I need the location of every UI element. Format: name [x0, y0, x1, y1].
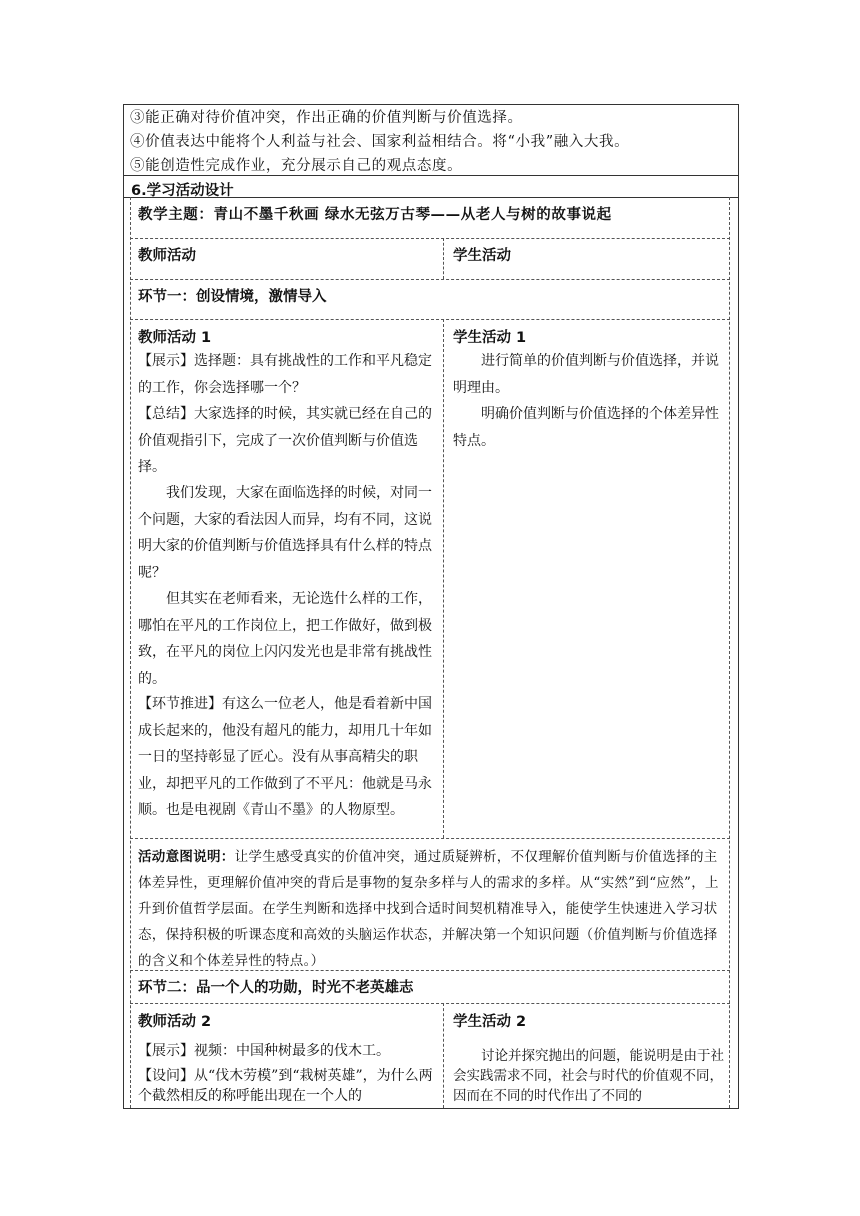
goal-item: ⑤能创造性完成作业，充分展示自己的观点态度。 [130, 158, 463, 174]
student-paragraph: 明确价值判断与价值选择的个体差异性特点。 [453, 406, 719, 449]
teacher-paragraph: 但其实在老师看来，无论选什么样的工作，哪怕在平凡的工作岗位上，把工作做好，做到极致，在平凡的岗位上闪闪发光也是非常有挑战性的。 [138, 591, 432, 687]
student-activity-1-title: 学生活动 1 [453, 330, 527, 346]
stage-two-title: 环节二：品一个人的功勋，时光不老英雄志 [138, 980, 414, 996]
stage-one-title: 环节一：创设情境，激情导入 [138, 289, 327, 305]
dashed-rule [130, 319, 730, 320]
teacher-paragraph: 【设问】从“伐木劳模”到“栽树英雄”，为什么两个截然相反的称呼能出现在一个人的 [138, 1068, 433, 1104]
column-divider [443, 1003, 444, 1108]
student-activity-2-title: 学生活动 2 [453, 1014, 527, 1030]
activity-intent [138, 844, 726, 974]
column-divider [443, 238, 444, 279]
activity-intent-text: 让学生感受真实的价值冲突，通过质疑辨析，不仅理解价值判断与价值选择的主体差异性，更理解价值冲突的背后是事物的复杂多样与人的需求的多样。从“实然”到“应然”，上升到价值哲学层面。在学生判断和选择中找到合适时间契机精准导入，能使学生快速进入学习状态，保持积极的听课态度和高效的头脑运作状态，并解决第一个知识问题（价值判断与价值选择的含义和个体差异性的特点。） [138, 849, 719, 969]
teacher-paragraph: 我们发现，大家在面临选择的时候，对同一个问题，大家的看法因人而异，均有不同，这说明大家的价值判断与价值选择具有什么样的特点呢？ [138, 485, 432, 581]
student-paragraph: 讨论并探究抛出的问题，能说明是由于社会实践需求不同，社会与时代的价值观不同，因而在不同的时代作出了不同的 [453, 1048, 724, 1104]
section-title: 6.学习活动设计 [131, 183, 234, 199]
teacher-paragraph: 【展示】选择题：具有挑战性的工作和平凡稳定的工作，你会选择哪一个？ [138, 353, 432, 396]
dashed-rule [130, 279, 730, 280]
dashed-rule [130, 838, 730, 839]
column-divider [443, 319, 444, 838]
goal-item: ③能正确对待价值冲突，作出正确的价值判断与价值选择。 [130, 110, 523, 126]
teacher-activity-2-title: 教师活动 2 [138, 1014, 212, 1030]
student-activity-header: 学生活动 [453, 248, 511, 264]
teacher-activity-header: 教师活动 [138, 248, 196, 264]
goal-item: ④价值表达中能将个人利益与社会、国家利益相结合。将“小我”融入大我。 [130, 134, 630, 150]
teaching-theme: 教学主题：青山不墨千秋画 绿水无弦万古琴——从老人与树的故事说起 [138, 207, 612, 223]
teacher-paragraph: 【环节推进】有这么一位老人，他是看着新中国成长起来的，他没有超凡的能力，却用几十年如一日的坚持彰显了匠心。没有从事高精尖的职业，却把平凡的工作做到了不平凡：他就是马永顺。也是电视剧《青山不墨》的人物原型。 [138, 696, 432, 818]
teacher-paragraph: 【展示】视频：中国种树最多的伐木工。 [138, 1043, 390, 1059]
table-rule [123, 1108, 739, 1109]
table-rule [123, 175, 739, 176]
teacher-paragraph: 【总结】大家选择的时候，其实就已经在自己的价值观指引下，完成了一次价值判断与价值选择。 [138, 406, 432, 475]
dashed-rule [130, 1003, 730, 1004]
dashed-rule [130, 238, 730, 239]
table-rule [123, 104, 739, 105]
student-paragraph: 进行简单的价值判断与价值选择，并说明理由。 [453, 353, 719, 396]
teacher-activity-1-title: 教师活动 1 [138, 330, 212, 346]
activity-intent-label: 活动意图说明： [138, 849, 235, 865]
